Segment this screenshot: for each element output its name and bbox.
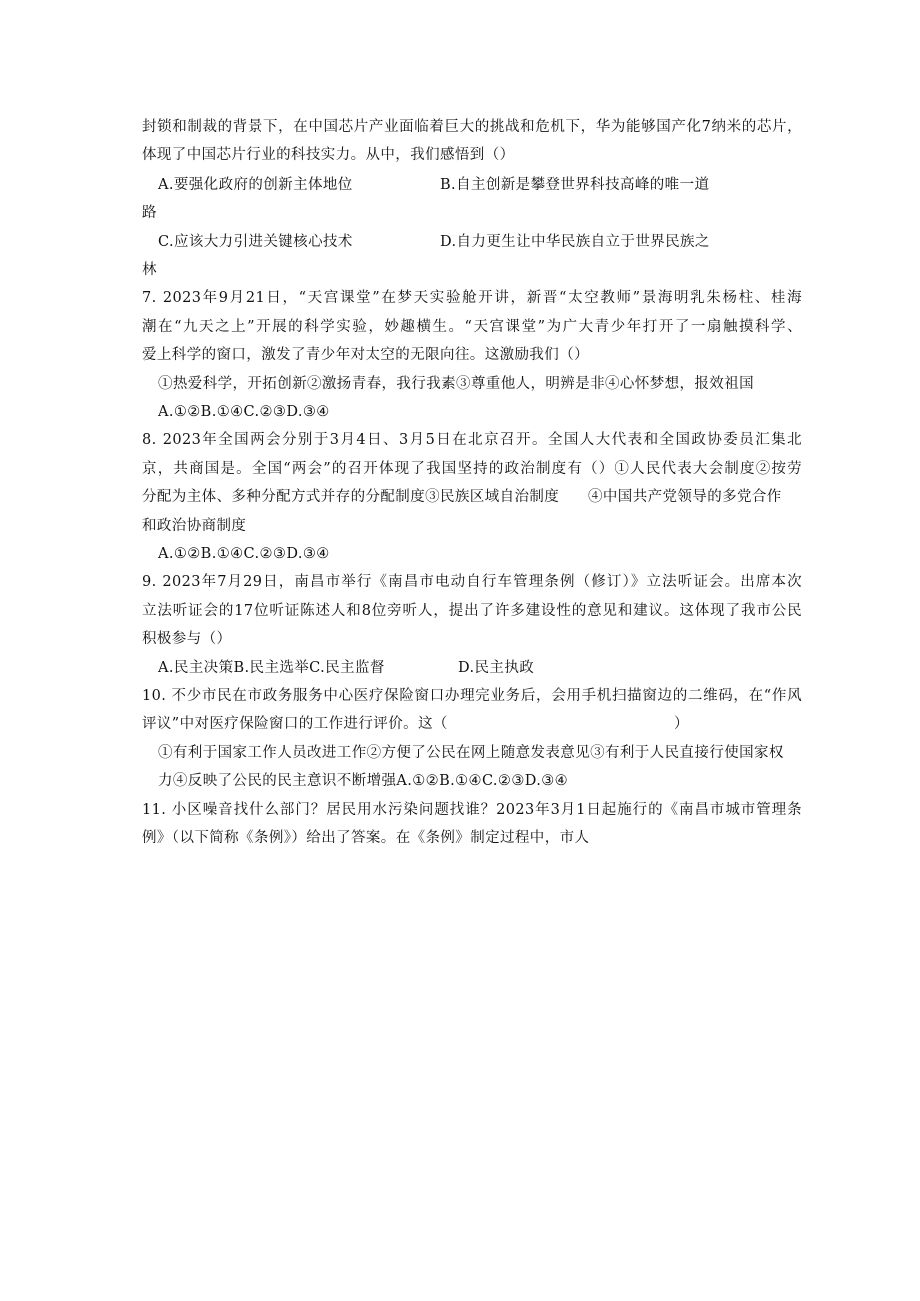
q6-option-d-wrap: 林 [142,262,157,278]
q6-option-b-wrap: 路 [142,205,157,221]
q6-options-row-2 [158,232,818,252]
q10-stem-line-1: 10. 不少市民在市政务服务中心医疗保险窗口办理完业务后，会用手机扫描窗边的二维码，在“作风 [142,688,802,704]
q7-statements: ①热爱科学，开拓创新②激扬青春，我行我素③尊重他人，明辨是非④心怀梦想，报效祖国 [158,376,754,392]
q6-stem-line-1: 封锁和制裁的背景下，在中国芯片产业面临着巨大的挑战和危机下，华为能够国产化7纳米的芯片， [142,119,802,135]
q10-stem-line-2b: ） [674,716,689,732]
q6-option-a: A.要强化政府的创新主体地位 [158,177,353,193]
q6-stem-line-2: 体现了中国芯片行业的科技实力。从中，我们感悟到（） [142,147,515,163]
q8-stem-line-3a: 分配为主体、多种分配方式并存的分配制度③民族区域自治制度 [142,489,560,505]
q8-options: A.①②B.①④C.②③D.③④ [158,546,330,562]
q9-stem-line-1: 9. 2023年7月29日，南昌市举行《南昌市电动自行车管理条例（修订）》立法听证会。出席本次 [142,574,802,590]
q10-stem-line-2 [142,714,802,734]
q9-option-d: D.民主执政 [458,660,535,676]
q7-options: A.①②B.①④C.②③D.③④ [158,404,330,420]
q9-options-row [158,658,818,678]
q9-options-abc: A.民主决策B.民主选举C.民主监督 [158,660,385,676]
q6-options-row-1 [158,175,818,195]
q6-option-b: B.自主创新是攀登世界科技高峰的唯一道 [440,177,710,193]
q7-stem-line-3: 爱上科学的窗口，激发了青少年对太空的无限向往。这激励我们（） [142,347,589,363]
q11-stem-line-2: 例》（以下简称《条例》）给出了答案。在《条例》制定过程中，市人 [142,830,590,846]
q11-stem-line-1: 11. 小区噪音找什么部门？居民用水污染问题找谁？2023年3月1日起施行的《南昌市城市管理条 [142,802,802,818]
q8-stem-line-4: 和政治协商制度 [142,518,247,534]
q10-statements-line-2: 力④反映了公民的民主意识不断增强A.①②B.①④C.②③D.③④ [158,773,569,789]
q8-stem-line-3b: ④中国共产党领导的多党合作 [588,489,782,505]
q6-option-d: D.自力更生让中华民族自立于世界民族之 [440,234,710,250]
q10-statements-line-1: ①有利于国家工作人员改进工作②方便了公民在网上随意发表意见③有利于人民直接行使国家权 [158,745,784,761]
q9-stem-line-2: 立法听证会的17位听证陈述人和8位旁听人，提出了许多建设性的意见和建议。这体现了我市公民 [142,603,802,619]
q8-stem-line-2: 京，共商国是。全国“两会”的召开体现了我国坚持的政治制度有（）①人民代表大会制度②按劳 [142,461,802,477]
q8-stem-line-3 [142,487,802,507]
q7-stem-line-2: 潮在“九天之上”开展的科学实验，妙趣横生。“天宫课堂”为广大青少年打开了一扇触摸科学、 [142,319,802,335]
q6-option-c: C.应该大力引进关键核心技术 [158,234,353,250]
q8-stem-line-1: 8. 2023年全国两会分别于3月4日、3月5日在北京召开。全国人大代表和全国政协委员汇集北 [142,432,802,448]
q10-stem-line-2a: 评议”中对医疗保险窗口的工作进行评价。这（ [142,716,448,732]
q7-stem-line-1: 7. 2023年9月21日，“天宫课堂”在梦天实验舱开讲，新晋“太空教师”景海明乳朱杨柱、桂海 [142,290,802,306]
q9-stem-line-3: 积极参与（） [142,631,232,647]
